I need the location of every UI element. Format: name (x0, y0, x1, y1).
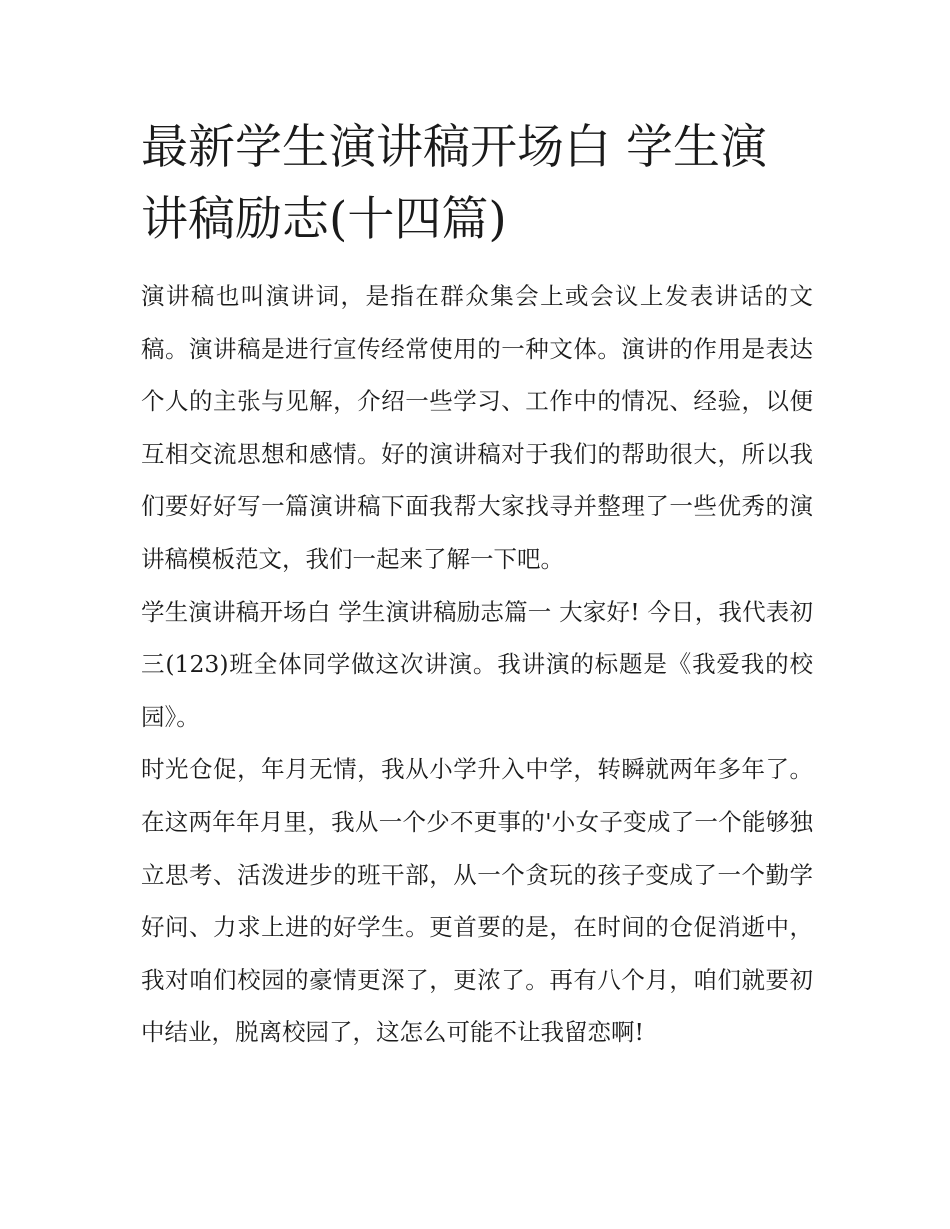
title-spacer (141, 256, 813, 270)
document-title: 最新学生演讲稿开场白 学生演讲稿励志(十四篇) (141, 120, 767, 247)
document-page (141, 112, 813, 1059)
paragraph-intro: 演讲稿也叫演讲词，是指在群众集会上或会议上发表讲话的文稿。演讲稿是进行宣传经常使用的一种文体。演讲的作用是表达个人的主张与见解，介绍一些学习、工作中的情况、经验，以便互相交流思想和感情。好的演讲稿对于我们的帮助很大，所以我们要好好写一篇演讲稿下面我帮大家找寻并整理了一些优秀的演讲稿模板范文，我们一起来了解一下吧。 (141, 282, 813, 573)
paragraph-opening: 学生演讲稿开场白 学生演讲稿励志篇一 大家好! 今日，我代表初三(123)班全体同学做这次讲演。我讲演的标题是《我爱我的校园》。 (141, 597, 813, 731)
paragraph-body: 时光仓促，年月无情，我从小学升入中学，转瞬就两年多年了。在这两年年月里，我从一个少不更事的'小女子变成了一个能够独立思考、活泼进步的班干部，从一个贪玩的孩子变成了一个勤学好问、力求上进的好学生。更首要的是，在时间的仓促消逝中，我对咱们校园的豪情更深了，更浓了。再有八个月，咱们就要初中结业，脱离校园了，这怎么可能不让我留恋啊! (141, 755, 813, 1047)
